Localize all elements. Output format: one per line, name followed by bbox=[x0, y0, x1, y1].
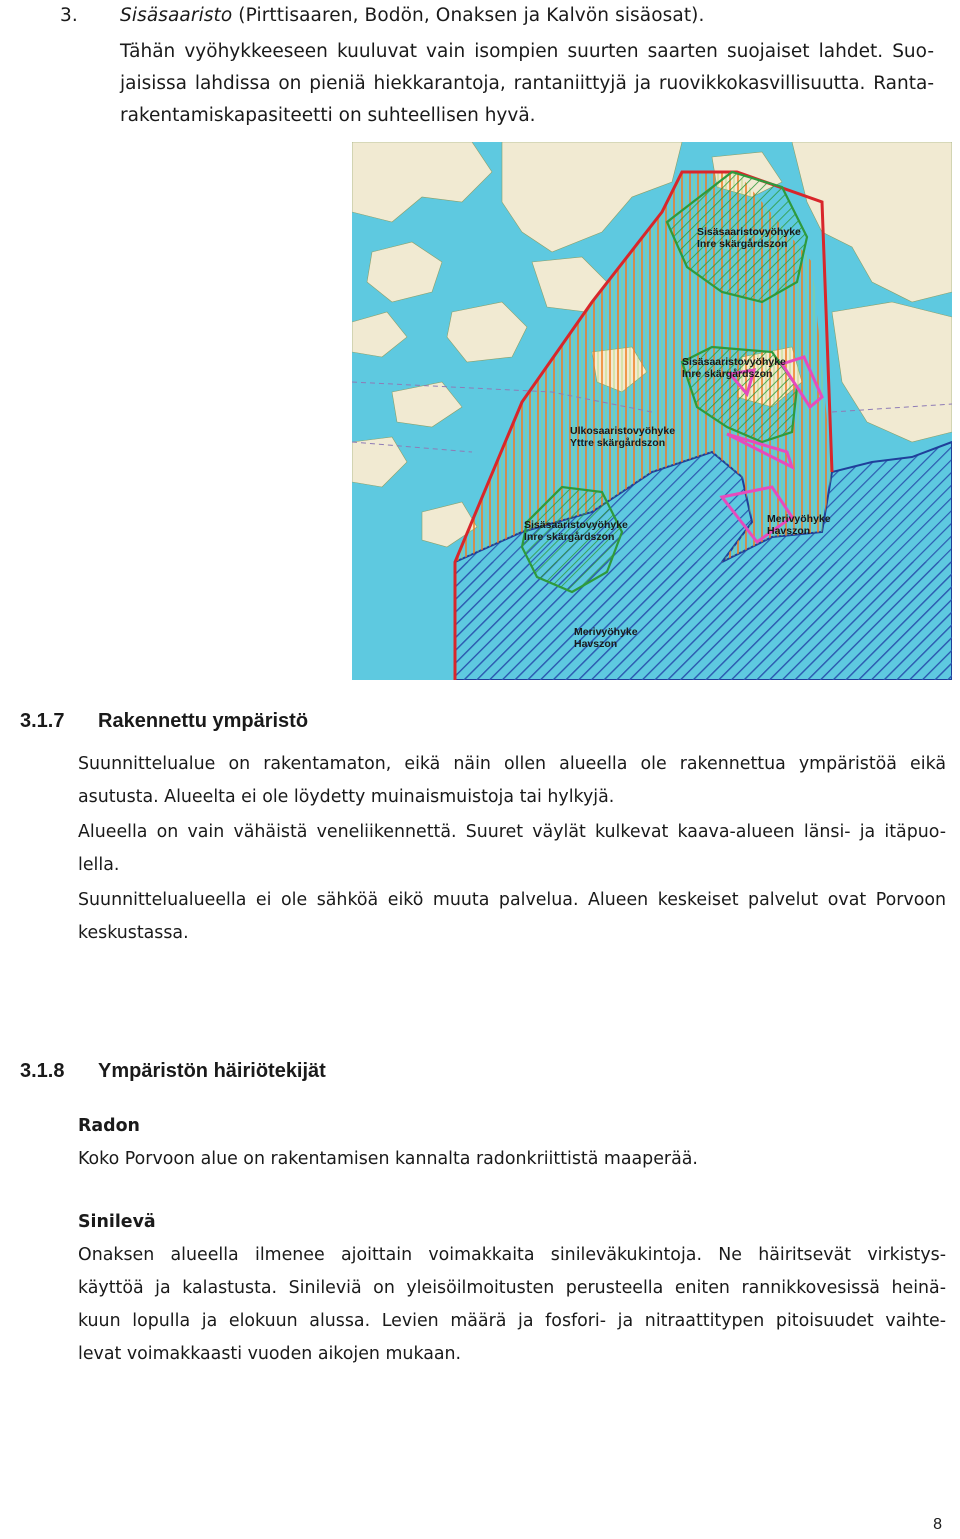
paragraph-line: Suunnittelualueella ei ole sähköä eikö muuta palvelua. Alueen keskeiset palvelut ovat Porvoon bbox=[78, 890, 946, 910]
paragraph-line: asutusta. Alueelta ei ole löydetty muinaismuistoja tai hylkyjä. bbox=[78, 787, 615, 807]
paragraph-line: Koko Porvoon alue on rakentamisen kannalta radonkriittistä maaperää. bbox=[78, 1149, 698, 1169]
paragraph-line: keskustassa. bbox=[78, 923, 189, 943]
built-environment-text bbox=[78, 748, 946, 950]
zone-label-line: Inre skärgårdszon bbox=[682, 368, 773, 380]
paragraph-line: levat voimakkaasti vuoden aikojen mukaan. bbox=[78, 1344, 462, 1364]
section-title: Rakennettu ympäristö bbox=[98, 710, 309, 732]
list-item-title-italic: Sisäsaaristo bbox=[120, 5, 233, 26]
paragraph-line: Suunnittelualue on rakentamaton, eikä näin ollen alueella ole rakennettua ympäristöä eikä bbox=[78, 754, 946, 774]
paragraph-line: lella. bbox=[78, 855, 120, 875]
subheading-blue-green-algae: Sinilevä bbox=[78, 1212, 156, 1232]
sea-zone-south bbox=[455, 562, 952, 680]
list-item-title-rest: (Pirttisaaren, Bodön, Onaksen ja Kalvön sisäosat). bbox=[232, 5, 705, 26]
zone-label-line: Inre skärgårdszon bbox=[697, 238, 788, 250]
section-number: 3.1.7 bbox=[20, 710, 65, 732]
zone-label-line: Havszon bbox=[767, 525, 811, 537]
paragraph-line: Onaksen alueella ilmenee ajoittain voimakkaita sinileväkukintoja. Ne häiritsevät virkistys- bbox=[78, 1245, 946, 1265]
zoning-map-graphic bbox=[352, 142, 952, 680]
list-item-heading bbox=[120, 0, 704, 32]
paragraph-line: käyttöä ja kalastusta. Sinileviä on yleisöilmoitusten perusteella eniten rannikkovesissä heinä- bbox=[78, 1278, 946, 1298]
disturbances-text bbox=[78, 1110, 946, 1371]
zoning-map bbox=[352, 142, 952, 680]
zone-label-line: Merivyöhyke bbox=[574, 626, 638, 638]
zone-label-line: Sisäsaaristovyöhyke bbox=[524, 519, 628, 531]
paragraph-line: Alueella on vain vähäistä veneliikennettä. Suuret väylät kulkevat kaava-alueen länsi- ja itäpuo- bbox=[78, 822, 946, 842]
page-number: 8 bbox=[933, 1516, 942, 1533]
section-number: 3.1.8 bbox=[20, 1060, 65, 1082]
intro-line: jaisissa lahdissa on pieniä hiekkarantoja, rantaniittyjä ja ruovikkokasvillisuutta. Ranta- bbox=[120, 73, 934, 94]
zone-label-line: Merivyöhyke bbox=[767, 513, 831, 525]
zone-label-line: Sisäsaaristovyöhyke bbox=[682, 356, 786, 368]
intro-line: rakentamiskapasiteetti on suhteellisen hyvä. bbox=[120, 105, 536, 126]
zone-label-line: Sisäsaaristovyöhyke bbox=[697, 226, 801, 238]
zone-label-line: Havszon bbox=[574, 638, 618, 650]
subheading-radon: Radon bbox=[78, 1116, 140, 1136]
paragraph-line: kuun lopulla ja elokuun alussa. Levien määrä ja fosfori- ja nitraattitypen pitoisuudet vaihte- bbox=[78, 1311, 946, 1331]
zone-label-line: Inre skärgårdszon bbox=[524, 531, 615, 543]
intro-line: Tähän vyöhykkeeseen kuuluvat vain isompien suurten saarten suojaiset lahdet. Suo- bbox=[120, 41, 934, 62]
zone-label-line: Yttre skärgårdszon bbox=[570, 437, 666, 449]
intro-paragraph bbox=[120, 36, 934, 132]
section-title: Ympäristön häiriötekijät bbox=[98, 1060, 326, 1082]
list-number: 3. bbox=[60, 5, 78, 26]
zone-label-line: Ulkosaaristovyöhyke bbox=[570, 425, 676, 437]
